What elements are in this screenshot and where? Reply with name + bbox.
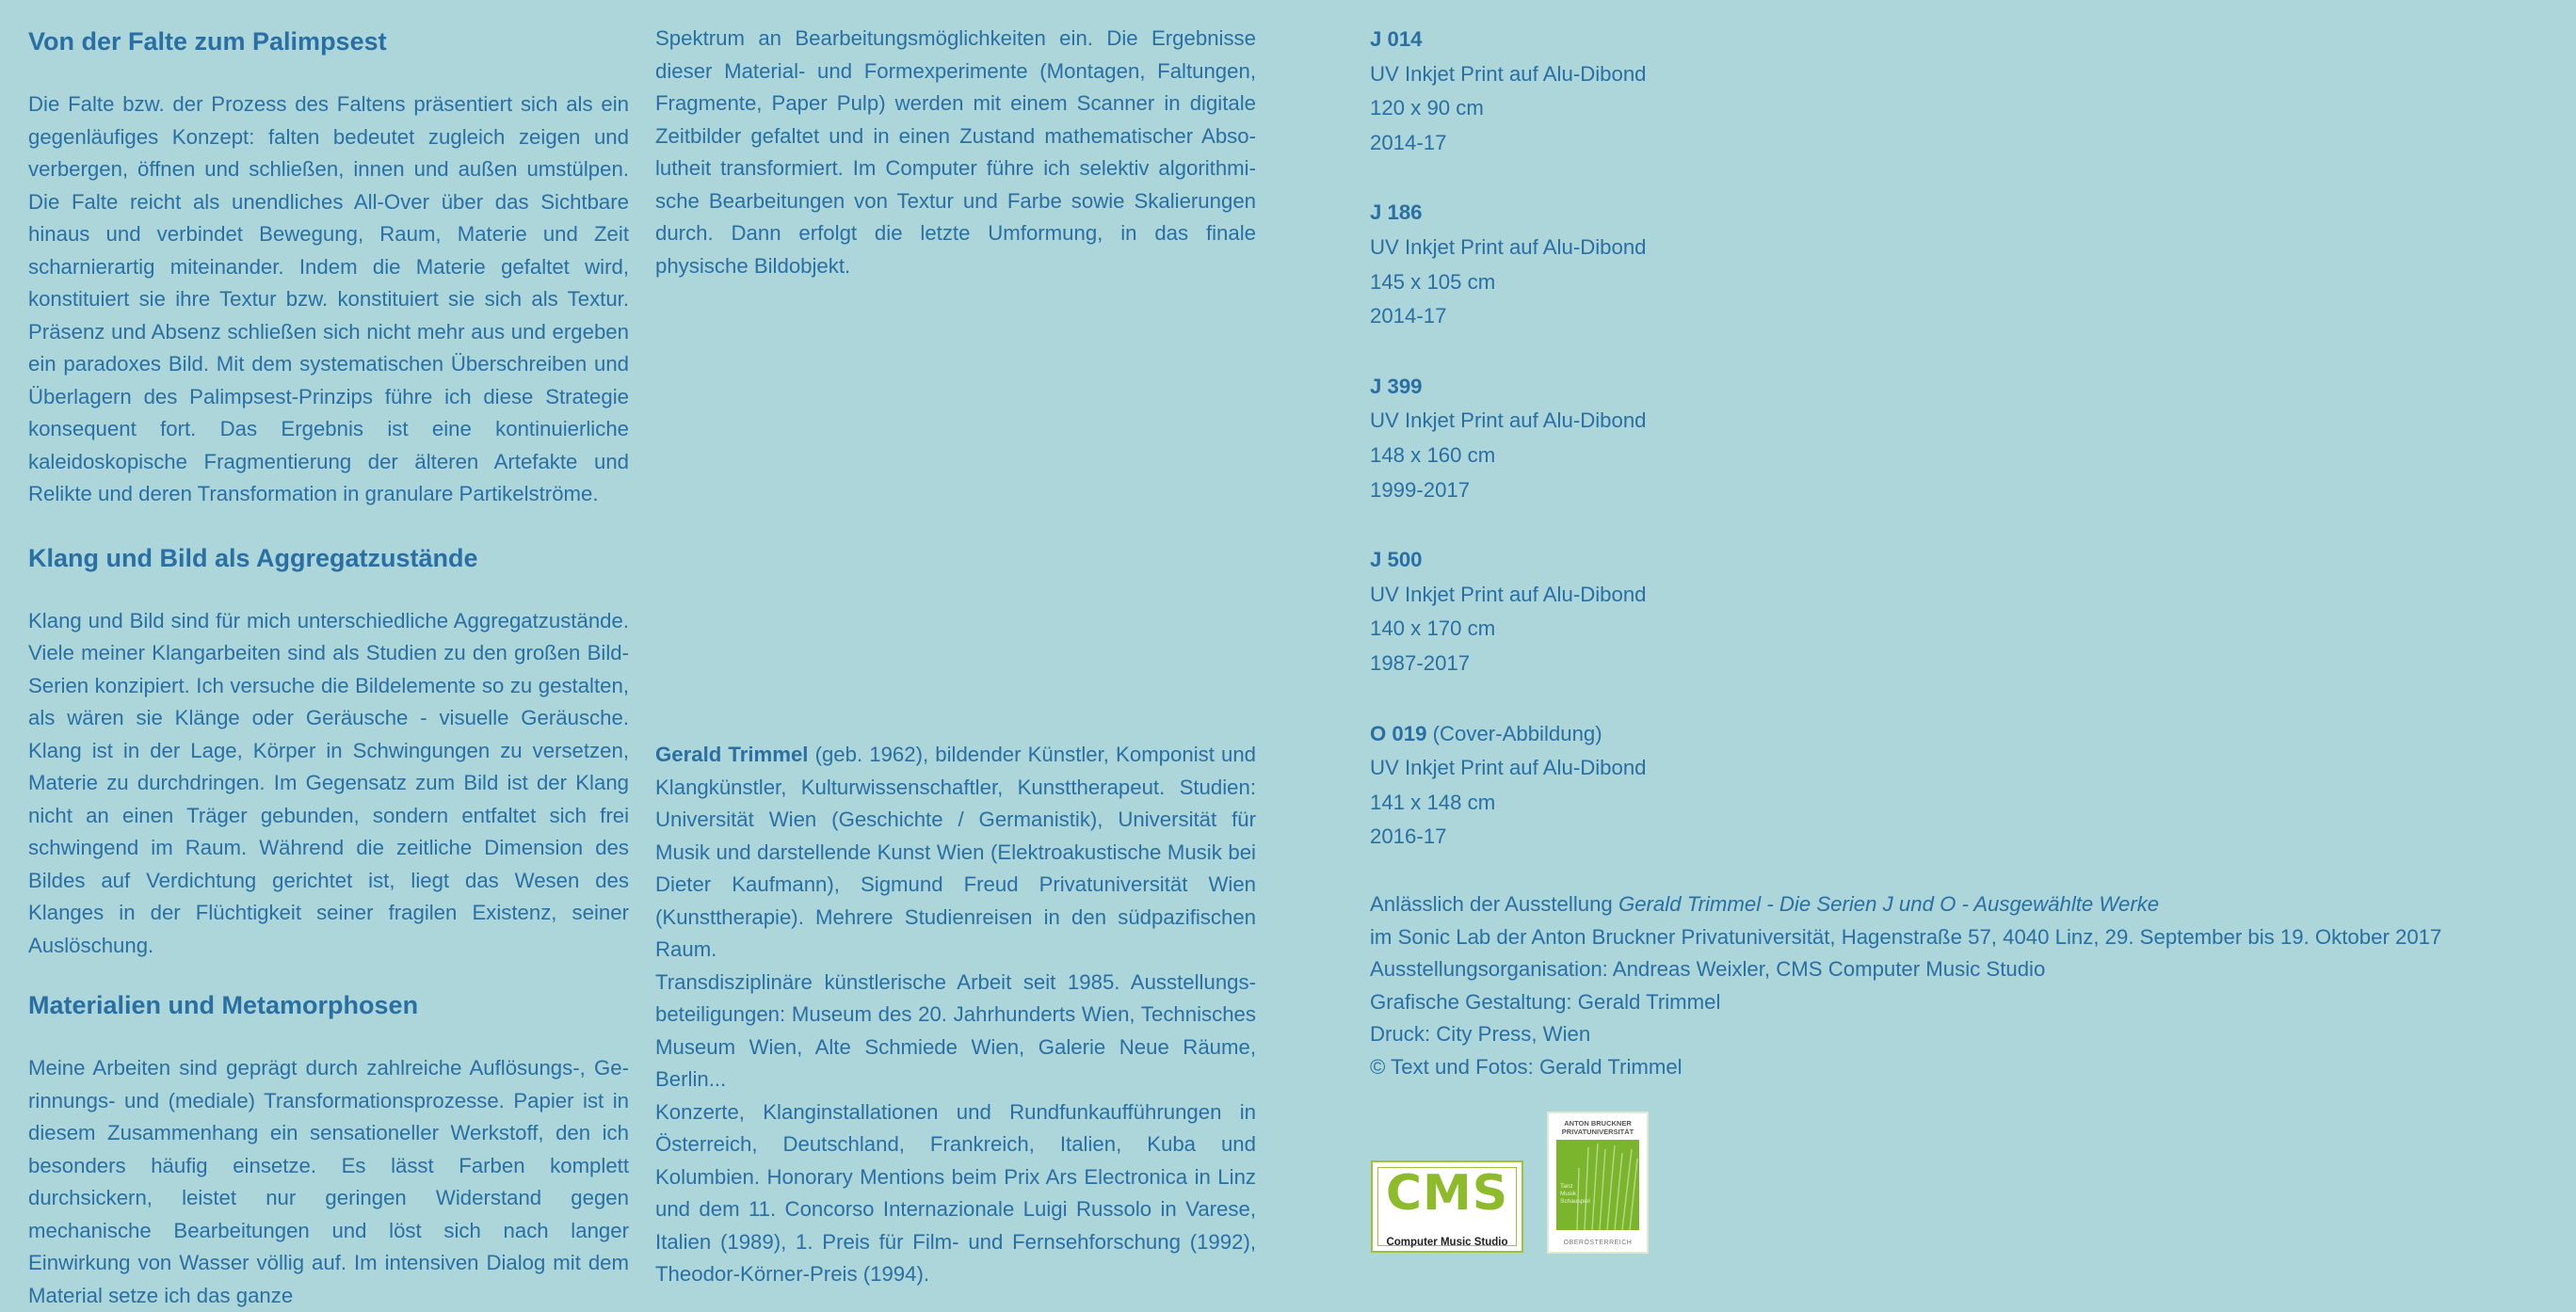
bio-paragraph-3: Konzerte, Klanginstallationen und Rundfunkaufführungen in Österreich, Deutschland, Frankreich, Italien, Kuba und Kolumbien. Honorary Mentions beim Prix Ars Electronica in Linz und dem 11. Concorso Internazionale Luigi Russolo in Varese, Italien (1989), 1. Preis für Film- und Fernsehforschung (1992), Theodor-Körner-Preis (1994). <box>655 1099 1256 1286</box>
work-size: 145 x 105 cm <box>1370 269 1496 294</box>
artist-name: Gerald Trimmel <box>655 743 809 766</box>
work-size: 140 x 170 cm <box>1370 616 1496 641</box>
bruckner-logo-graphic <box>1556 1140 1639 1230</box>
work-entry <box>1370 717 2556 855</box>
credits-prefix: Anlässlich der Ausstellung <box>1370 892 1618 916</box>
credits-exhibition-line <box>1370 888 2441 921</box>
artist-bio <box>655 739 1256 1291</box>
work-entry <box>1370 543 2556 680</box>
work-code: J 399 <box>1370 374 1423 398</box>
work-medium: UV Inkjet Print auf Alu-Dibond <box>1370 582 1647 606</box>
work-medium: UV Inkjet Print auf Alu-Dibond <box>1370 408 1647 433</box>
credits-organisation: Ausstellungsorganisation: Andreas Weixler, CMS Computer Music Studio <box>1370 957 2046 981</box>
work-code: J 186 <box>1370 200 1423 225</box>
right-column <box>1370 23 2556 1079</box>
credits-design: Grafische Gestaltung: Gerald Trimmel <box>1370 989 1721 1014</box>
cms-logo <box>1371 1160 1523 1253</box>
work-medium: UV Inkjet Print auf Alu-Dibond <box>1370 234 1647 259</box>
work-size: 141 x 148 cm <box>1370 790 1496 814</box>
work-size: 148 x 160 cm <box>1370 442 1496 467</box>
work-year: 1987-2017 <box>1370 650 1471 675</box>
credits-venue: im Sonic Lab der Anton Bruckner Privatuniversität, Hagenstraße 57, 4040 Linz, 29. September bis 19. Oktober 2017 <box>1370 924 2442 949</box>
work-year: 2014-17 <box>1370 130 1447 154</box>
work-code: J 014 <box>1370 27 1423 51</box>
middle-column <box>655 23 1257 1286</box>
work-year: 2014-17 <box>1370 304 1447 328</box>
bruckner-logo-footer: OBERÖSTERREICH <box>1563 1240 1633 1246</box>
bruckner-logo-header: ANTON BRUCKNER PRIVATUNIVERSITÄT <box>1561 1119 1634 1136</box>
heading-materialien: Materialien und Metamorphosen <box>28 991 419 1019</box>
paragraph-klang: Klang und Bild sind für mich unterschiedliche Aggregatzustände. Viele meiner Klangarbeiten sind als Studien zu den großen Bild-Serien konzipiert. Ich versuche die Bildelemente so zu gestalten, als wären sie Klänge oder Geräusche - visuelle Geräusche. Klang ist in der Lage, Körper in Schwingungen zu versetzen, Materie zu durchdringen. Im Gegensatz zum Bild ist der Klang nicht an einen Träger gebunden, sondern entfaltet sich frei schwingend im Raum. Während die zeitliche Dimension des Bildes auf Verdichtung gerichtet ist, liegt das Wesen des Klanges in der Flüchtigkeit seiner fragilen Existenz, seiner Auslöschung. <box>28 608 629 957</box>
exhibition-title: Gerald Trimmel - Die Serien J und O - Ausgewählte Werke <box>1618 892 2160 916</box>
paragraph-materialien: Meine Arbeiten sind geprägt durch zahlreiche Auflösungs-, Gerinnungs- und (mediale) Transformationsprozesse. Papier ist in diesem Zusammenhang ein sensationeller Werkstoff, den ich besonders häufig einsetze. Es lässt Farben komplett durchsickern, leistet nur geringen Widerstand gegen mechanische Bearbeitungen und löst sich nach langer Einwirkung von Wasser völlig auf. Im intensiven Dialog mit dem Material setze ich das ganze <box>28 1056 629 1307</box>
work-code: J 500 <box>1370 548 1423 572</box>
bruckner-logo-label: Tanz Musik Schauspiel <box>1560 1183 1590 1205</box>
work-year: 1999-2017 <box>1370 477 1471 502</box>
bio-paragraph-2: Transdisziplinäre künstlerische Arbeit seit 1985. Ausstellungsbeteiligungen: Museum des 20. Jahrhunderts Wien, Technisches Museum Wien, Alte Schmiede Wien, Galerie Neue Räume, Berlin... <box>655 969 1256 1091</box>
cms-logo-subtitle: Computer Music Studio <box>1386 1237 1508 1248</box>
work-size: 120 x 90 cm <box>1370 96 1484 120</box>
credits-print: Druck: City Press, Wien <box>1370 1022 1591 1046</box>
bio-paragraph-1 <box>655 739 1256 967</box>
paragraph-continuation: Spektrum an Bearbeitungsmöglichkeiten ein. Die Ergebnisse dieser Material- und Formexperimente (Montagen, Faltungen, Fragmente, Paper Pulp) werden mit einem Scanner in digitale Zeitbilder gefaltet und in einen Zustand mathematischer Absolutheit transformiert. Im Computer führe ich selektiv algorithmische Bearbeitungen von Textur und Farbe sowie Skalierungen durch. Dann erfolgt die letzte Umformung, in das finale physische Bildobjekt. <box>655 26 1256 278</box>
paragraph-falte: Die Falte bzw. der Prozess des Faltens präsentiert sich als ein gegenläufiges Konzept: falten bedeutet zugleich zeigen und verbergen, öffnen und schließen, innen und außen umstülpen. Die Falte reicht als unendliches All-Over über das Sichtbare hinaus und verbindet Bewegung, Raum, Materie und Zeit scharnierartig miteinander. Indem die Materie gefaltet wird, konstituiert sie ihre Textur bzw. konstituiert sie sich als Textur. Präsenz und Absenz schließen sich nicht mehr aus und ergeben ein paradoxes Bild. Mit dem systematischen Überschreiben und Überlagern des Palimpsest-Prinzips führe ich diese Strategie konsequent fort. Das Ergebnis ist eine kontinuierliche kaleidoskopische Fragmentierung der älteren Artefakte und Relikte und deren Transformation in granulare Partikelströme. <box>28 92 629 505</box>
work-year: 2016-17 <box>1370 824 1447 849</box>
heading-falte: Von der Falte zum Palimpsest <box>28 27 387 56</box>
bio-text-1: (geb. 1962), bildender Künstler, Komponist und Klangkünstler, Kulturwissenschaftler, Kunsttherapeut. Studien: Universität Wien (Geschichte / Germanistik), Universität für Musik und darstellende Kunst Wien (Elektroakustische Musik bei Dieter Kaufmann), Sigmund Freud Privatuniversität Wien (Kunsttherapie). Mehrere Studienreisen in den südpazifischen Raum. <box>655 743 1257 961</box>
work-entry <box>1370 23 2556 160</box>
work-medium: UV Inkjet Print auf Alu-Dibond <box>1370 756 1647 780</box>
work-entry <box>1370 370 2556 507</box>
exhibition-credits <box>1370 888 2441 1083</box>
heading-klang: Klang und Bild als Aggregatzustände <box>28 543 478 572</box>
work-note: (Cover-Abbildung) <box>1426 721 1602 745</box>
cms-logo-text: CMS <box>1385 1165 1509 1222</box>
work-code: O 019 <box>1370 721 1427 745</box>
work-entry <box>1370 196 2556 333</box>
credits-copyright: © Text und Fotos: Gerald Trimmel <box>1370 1054 1682 1079</box>
left-column <box>28 23 629 1312</box>
bruckner-university-logo <box>1547 1112 1649 1254</box>
work-medium: UV Inkjet Print auf Alu-Dibond <box>1370 61 1647 86</box>
